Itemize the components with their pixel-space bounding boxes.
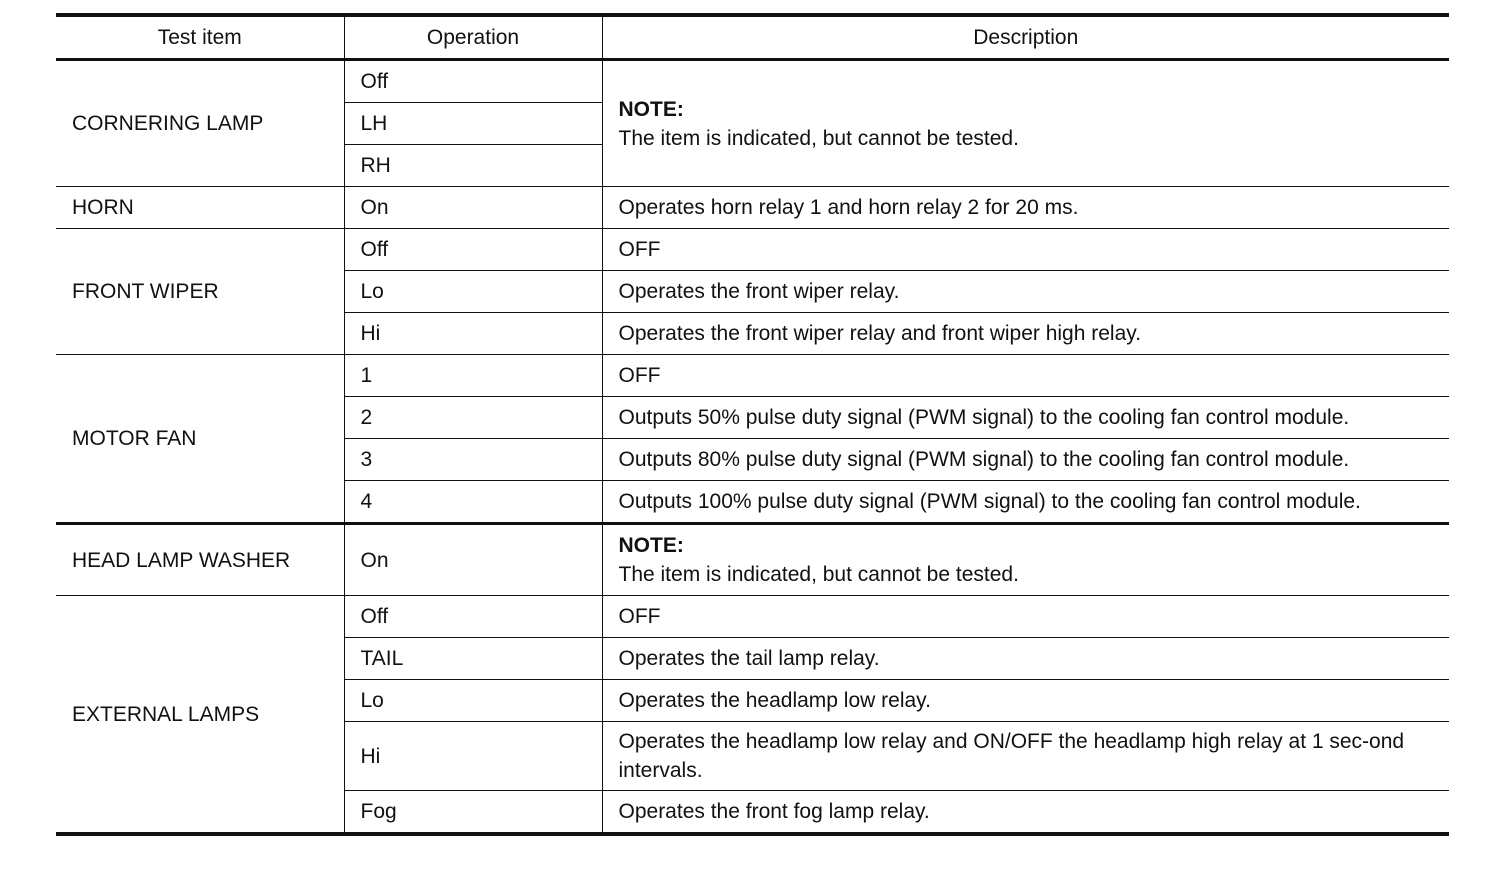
description-cell: OFF [602, 596, 1449, 638]
description-cell: Outputs 100% pulse duty signal (PWM signal) to the cooling fan control module. [602, 481, 1449, 524]
operation-cell: 1 [344, 355, 602, 397]
description-cell: Operates the front fog lamp relay. [602, 791, 1449, 835]
table-row [56, 60, 1449, 103]
operation-cell: LH [344, 103, 602, 145]
operation-cell: TAIL [344, 638, 602, 680]
description-cell: Outputs 50% pulse duty signal (PWM signal) to the cooling fan control module. [602, 397, 1449, 439]
table-row [56, 187, 1449, 229]
operation-cell: Lo [344, 680, 602, 722]
description-cell: Operates the headlamp low relay and ON/OFF the headlamp high relay at 1 sec-ond intervals. [602, 722, 1449, 791]
note-cell [602, 60, 1449, 187]
description-cell: OFF [602, 355, 1449, 397]
item-horn: HORN [56, 187, 344, 229]
item-front-wiper: FRONT WIPER [56, 229, 344, 355]
operation-cell: 2 [344, 397, 602, 439]
operation-cell: 4 [344, 481, 602, 524]
item-head-lamp-washer: HEAD LAMP WASHER [56, 524, 344, 596]
note-text: The item is indicated, but cannot be tested. [618, 563, 1019, 586]
operation-cell: Hi [344, 313, 602, 355]
table-row [56, 596, 1449, 638]
description-cell: OFF [602, 229, 1449, 271]
operation-cell: Fog [344, 791, 602, 835]
header-description: Description [602, 15, 1449, 60]
active-test-table [56, 13, 1449, 836]
header-operation: Operation [344, 15, 602, 60]
description-cell: Operates the front wiper relay and front wiper high relay. [602, 313, 1449, 355]
operation-cell: Off [344, 596, 602, 638]
item-external-lamps: EXTERNAL LAMPS [56, 596, 344, 835]
note-text: The item is indicated, but cannot be tested. [618, 126, 1019, 150]
operation-cell: 3 [344, 439, 602, 481]
description-cell: Operates the tail lamp relay. [602, 638, 1449, 680]
description-cell: Operates the headlamp low relay. [602, 680, 1449, 722]
table-row [56, 229, 1449, 271]
operation-cell: On [344, 187, 602, 229]
table-row [56, 524, 1449, 596]
description-cell: Outputs 80% pulse duty signal (PWM signal) to the cooling fan control module. [602, 439, 1449, 481]
operation-cell: Hi [344, 722, 602, 791]
operation-cell: Off [344, 229, 602, 271]
operation-cell: RH [344, 145, 602, 187]
header-row [56, 15, 1449, 60]
header-test-item: Test item [56, 15, 344, 60]
description-cell: Operates the front wiper relay. [602, 271, 1449, 313]
operation-cell: On [344, 524, 602, 596]
description-cell: Operates horn relay 1 and horn relay 2 for 20 ms. [602, 187, 1449, 229]
operation-cell: Lo [344, 271, 602, 313]
table-row [56, 355, 1449, 397]
note-label: NOTE: [618, 97, 684, 121]
item-cornering-lamp: CORNERING LAMP [72, 112, 264, 135]
operation-cell: Off [344, 60, 602, 103]
note-cell [602, 524, 1449, 596]
item-motor-fan: MOTOR FAN [56, 355, 344, 524]
note-label: NOTE: [618, 534, 684, 557]
